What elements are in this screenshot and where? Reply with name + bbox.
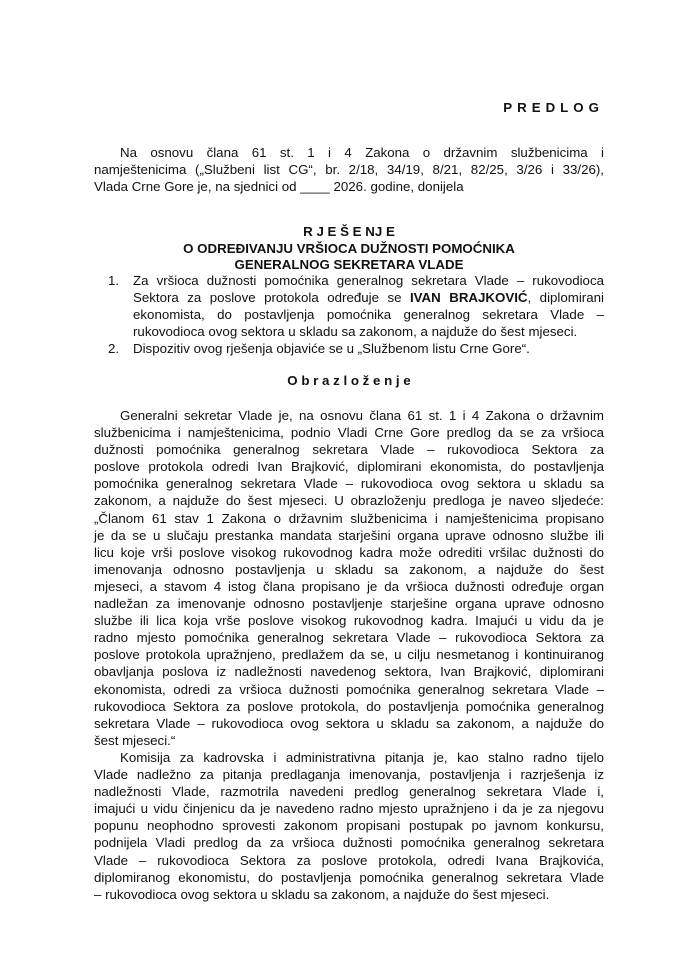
text-line: popunu neophodno sprovesti zakonom propisani postupak po javnom konkursu, xyxy=(94,818,604,834)
text-line: Komisija za kadrovska i administrativna pitanja je, kao stalno radno tijelo xyxy=(120,750,604,765)
text-line: „Članom 61 stav 1 Zakona o državnim službenicima i namještenicima propisano xyxy=(94,510,604,526)
text-line: zakonom, a najduže do šest mjeseci. U obrazloženju predloga je naveo sljedeće: xyxy=(94,493,604,509)
text-line: pomoćnika generalnog sekretara Vlade – rukovodioca ovog sektora u skladu sa xyxy=(94,476,604,492)
text-line: obavljanja poslova iz nadležnosti navedenog sektora, Ivan Brajković, diplomirani xyxy=(94,664,604,680)
text-line: rukovodioca Sektora za poslove protokola, do postavljenja pomoćnika generalnog xyxy=(94,698,604,714)
text-line: nadležan za imenovanje odnosno postavljenje starješine organa uprave odnosno xyxy=(94,596,604,612)
text-line: Vlada Crne Gore je, na sjednici od ____ 2026. godine, donijela xyxy=(94,179,464,195)
list-item-text: Dispozitiv ovog rješenja objaviće se u „Službenom listu Crne Gore“. xyxy=(133,341,530,357)
decision-list xyxy=(108,272,604,357)
text-line: ekonomista, odredi za vršioca dužnosti pomoćnika generalnog sekretara Vlade – xyxy=(94,681,604,697)
text-line: imajući u vidu činjenicu da je navedeno radno mjesto upražnjeno i da je za njegovu xyxy=(94,801,604,817)
text-line: poslove protokola upražnjeno, predlažem da se, u cilju nesmetanog i kontinuiranog xyxy=(94,647,604,663)
text-line: sekretara Vlade – rukovodioca ovog sektora u skladu sa zakonom, a najduže do xyxy=(94,715,604,731)
title-line-2: O ODREĐIVANJU VRŠIOCA DUŽNOSTI POMOĆNIKA xyxy=(183,240,515,256)
text-line: je da se u slučaju prestanka mandata starješini organa uprave odnosno službe ili xyxy=(94,527,604,543)
appointee-name: IVAN BRAJKOVIĆ xyxy=(409,290,528,306)
text-line: Vlade nadležno za pitanja predlaganja imenovanja, postavljenja i razrješenja iz xyxy=(94,767,604,783)
text-line: šest mjeseci.“ xyxy=(94,732,176,748)
document-title xyxy=(94,224,604,274)
text-line: dužnosti pomoćnika generalnog sekretara Vlade – rukovodioca Sektora za xyxy=(94,442,604,458)
reasoning-paragraph-1 xyxy=(94,407,604,749)
text-line: Generalni sekretar Vlade je, na osnovu člana 61 st. 1 i 4 Zakona o državnim xyxy=(120,408,604,423)
text-line: službe ili lica koja vrše poslove visokog rukovodnog kadra. Imajući u vidu da je xyxy=(94,613,604,629)
list-item xyxy=(108,272,604,340)
text-line: podnijela Vladi predlog da za vršioca dužnosti pomoćnika generalnog sekretara xyxy=(94,835,604,851)
text-line: poslove protokola odredi Ivan Brajković, diplomirani ekonomista, do postavljenja xyxy=(94,459,604,475)
text-line: namještenicima („Službeni list CG“, br. 2/18, 34/19, 8/21, 82/25, 3/26 i 33/26), xyxy=(94,162,604,178)
item-text-after: , diplomirani ekonomista, do postavljenja pomoćnika generalnog sekretara Vlade – rukovodioca ovog sektora u skladu sa zakonom, a najduže do šest mjeseci. xyxy=(133,290,604,340)
text-line: službenicima i namještenicima, podnio Vladi Crne Gore predlog da se za vršioca xyxy=(94,425,604,441)
text-line: diplomiranog ekonomistu, do postavljenja pomoćnika generalnog sekretara Vlade xyxy=(94,869,604,885)
text-line: – rukovodioca ovog sektora u skladu sa zakonom, a najduže do šest mjeseci. xyxy=(94,886,550,902)
preamble-paragraph xyxy=(94,144,604,195)
list-number: 1. xyxy=(108,273,120,288)
text-line: mjeseci, a stavom 4 istog člana propisano je da vršioca dužnosti određuje organ xyxy=(94,578,604,594)
item-text-before: Za vršioca dužnosti pomoćnika generalnog sekretara Vlade – rukovodioca Sektora za poslove protokola određuje se xyxy=(133,273,604,306)
title-line-3: GENERALNOG SEKRETARA VLADE xyxy=(234,257,464,272)
text-line: nadležnosti Vlade, razmotrila navedeni predlog generalnog sekretara Vlade i, xyxy=(94,784,604,800)
text-line: Na osnovu člana 61 st. 1 i 4 Zakona o državnim službenicima i xyxy=(120,145,604,160)
text-line: licu koje vrši poslove visokog rukovodnog kadra može odrediti vršilac dužnosti do xyxy=(94,544,604,560)
text-line: Vlade – rukovodioca Sektora za poslove protokola, odredi Ivana Brajkovića, xyxy=(94,852,604,868)
reasoning-paragraph-2 xyxy=(94,749,604,903)
text-line: radno mjesto pomoćnika generalnog sekretara Vlade – rukovodioca Sektora za xyxy=(94,630,604,646)
text-line: imenovanja odnosno postavljenja u skladu sa zakonom, a najduže do šest xyxy=(94,561,604,577)
list-number: 2. xyxy=(108,341,120,357)
list-item xyxy=(108,340,604,357)
reasoning-heading: O b r a z l o ž e n j e xyxy=(287,373,411,388)
document-status-label: PREDLOG xyxy=(503,100,604,115)
list-item-text xyxy=(133,272,604,340)
title-line-1: R J E Š E NJ E xyxy=(303,224,395,239)
